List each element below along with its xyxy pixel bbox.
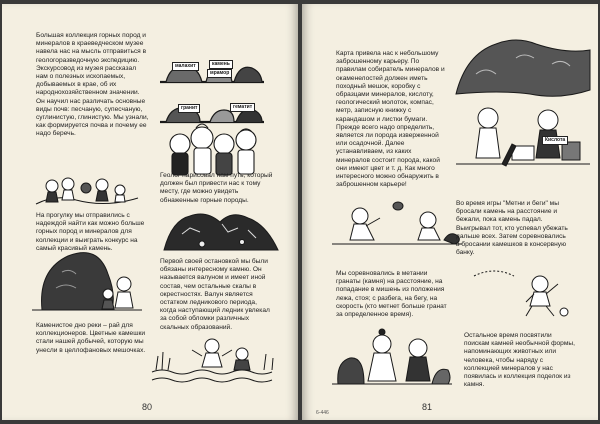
shelf-label-hematite: гематит: [230, 103, 255, 112]
right-page: [302, 4, 598, 420]
shelf-label-malachite: малахит: [172, 62, 199, 71]
page-number-left: 80: [142, 402, 153, 412]
paragraph-boulder: Первой своей остановкой мы были обязаны интересному камню. Он называется валуном и имеет иной состав, чем остальные скалы в окрестностях. Валун является остатком ледникового периода, когда наступающий ледник увлекал за собой обломки различных скальных образований.: [160, 258, 270, 331]
paragraph-competition: Мы соревновались в метании гранаты (камня) на расстояние, на попадание в мишень из положения лежа, стоя; с разбега, на бегу, на скорость (кто метнет больше гранат за определенное время).: [336, 270, 447, 319]
paragraph-intro: Большая коллекция горных пород и минералов в краеведческом музее навела нас на мысль отправиться в геологоразведочную экспедицию. Экскурсовод из музея рассказал нам о полезных ископаемых, добываемых в крае, об их народнохозяйственном значении. Он научил нас различать основные виды почв: песчаную, супесчаную, суглинистую, глинистую. Мы узнали, как формируется почва и почему ее надо беречь.: [36, 32, 149, 138]
rock-outcrop-illustration: [162, 204, 282, 254]
throwing-game-illustration: [332, 190, 462, 250]
page-number-right: 81: [422, 402, 433, 412]
paragraph-quarry: Карта привела нас к небольшому заброшенному карьеру. По правилам собиратель минералов и окаменелостей должен иметь походный мешок, коробку с образцами минералов, кислоту, геологический молоток, компас, метр, записную книжку с карандашом и листки бумаги. Прежде всего надо определить, является ли порода изверженной или осадочной. Далее устанавливаем, из каких минералов состоит порода, какой они имеют цвет и т. д. Как много интересного можно обнаружить в заброшенном карьере!: [336, 50, 445, 189]
river-illustration: [152, 332, 282, 388]
boulder-illustration: [32, 248, 142, 314]
footer-print-code: 6-446: [316, 410, 329, 416]
quarry-illustration: [456, 34, 590, 192]
shelf-label-granite: гранит: [178, 104, 200, 113]
stone-sculpture-kids-illustration: [332, 322, 452, 388]
paragraph-throw-and-run: Во время игры "Метни и беги" мы бросали камень на расстояние и бежали, пока камень падал. Выигрывал тот, кто успевал убежать дальше всех. Затем соревновались в бросании камешков в консервную банку.: [456, 200, 568, 257]
walking-children-illustration: [32, 166, 142, 208]
shelf-label-stone: камень: [209, 60, 233, 69]
acid-label: Кислота: [542, 136, 568, 145]
throwing-figure-illustration: [470, 266, 580, 320]
paragraph-geologist: Геолог нарисовал нам путь, который должен был привести нас к тому месту, где можно увидеть обнаженные горные породы.: [160, 172, 273, 204]
paragraph-walk: На прогулку мы отправились с надеждой найти как можно больше горных пород и минералов для коллекции и выиграть конкурс на самый красивый камень.: [36, 212, 145, 252]
paragraph-river: Каменистое дно реки – рай для коллекционеров. Цветные камешки стали нашей добычей, которую мы унесли в целлофановых мешочках.: [36, 322, 146, 354]
shelf-label-marble: мрамор: [207, 69, 232, 78]
left-page: [2, 4, 298, 420]
paragraph-final: Остальное время посвятили поискам камней необычной формы, напоминающих животных или человека, чтобы наряду с коллекцией минералов у нас появилась и коллекция поделок из камня.: [464, 332, 575, 389]
